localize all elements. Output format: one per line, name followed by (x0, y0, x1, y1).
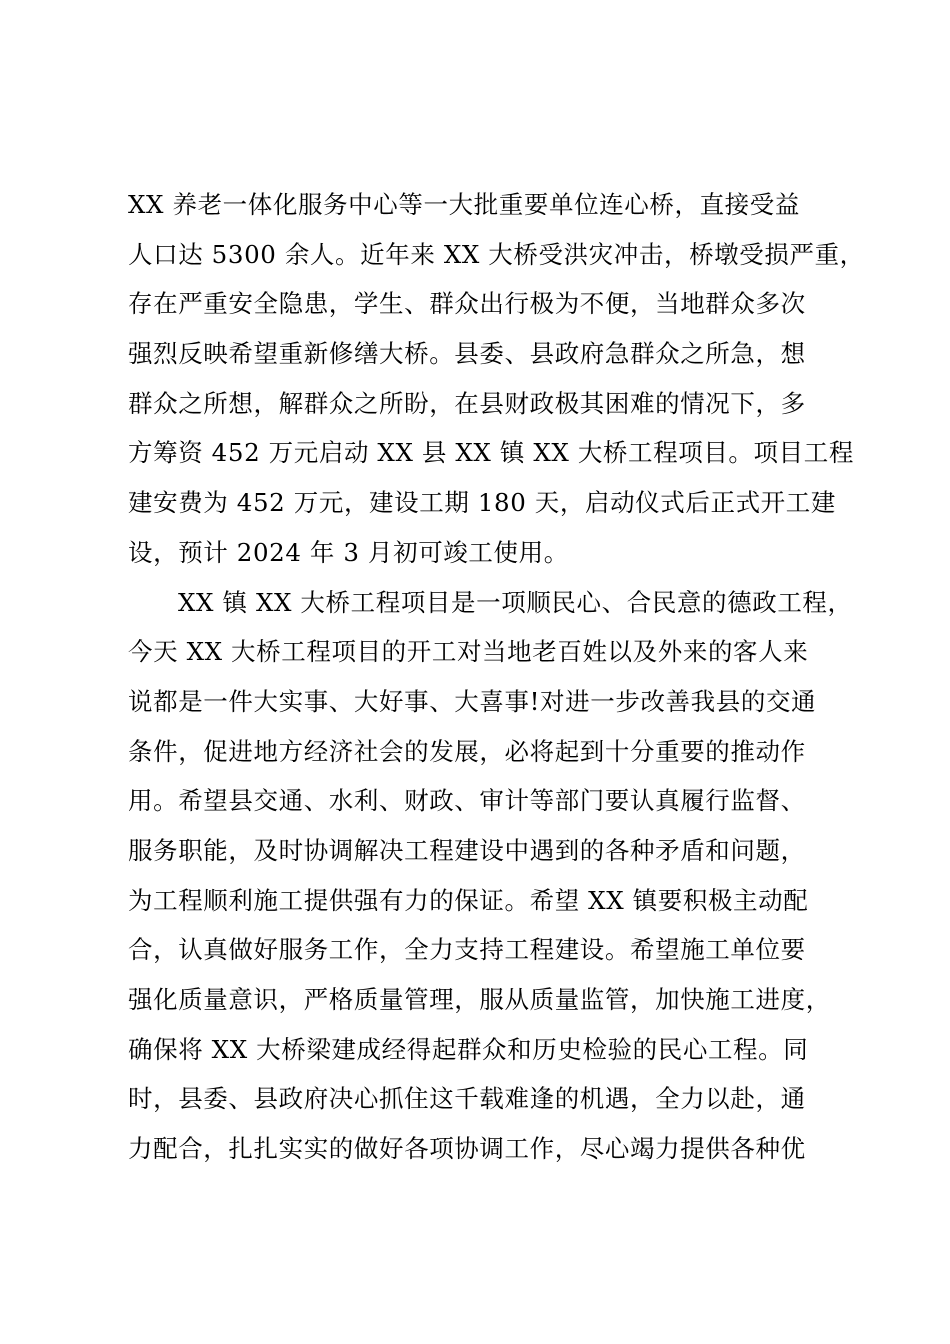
text-line: 服务职能，及时协调解决工程建设中遇到的各种矛盾和问题， (128, 835, 806, 865)
text-line: XX 养老一体化服务中心等一大批重要单位连心桥，直接受益 (128, 190, 800, 219)
body-text (128, 180, 865, 1174)
text-line: 确保将 XX 大桥梁建成经得起群众和历史检验的民心工程。同 (128, 1034, 809, 1064)
text-line: 条件，促进地方经济社会的发展，必将起到十分重要的推动作 (128, 736, 806, 766)
text-line: 时，县委、县政府决心抓住这千载难逢的机遇，全力以赴，通 (128, 1084, 806, 1114)
text-line: 今天 XX 大桥工程项目的开工对当地老百姓以及外来的客人来 (128, 637, 809, 667)
paragraph-start-line: XX 镇 XX 大桥工程项目是一项顺民心、合民意的德政工程， (178, 587, 853, 617)
text-line: 群众之所想，解群众之所盼，在县财政极其困难的情况下，多 (128, 388, 806, 418)
text-line: 用。希望县交通、水利、财政、审计等部门要认真履行监督、 (128, 786, 806, 816)
text-line: 人口达 5300 余人。近年来 XX 大桥受洪灾冲击，桥墩受损严重， (128, 239, 865, 269)
text-line: 方筹资 452 万元启动 XX 县 XX 镇 XX 大桥工程项目。项目工程 (128, 438, 854, 468)
text-line: 合，认真做好服务工作，全力支持工程建设。希望施工单位要 (128, 935, 806, 965)
text-line: 建安费为 452 万元，建设工期 180 天，启动仪式后正式开工建 (128, 488, 836, 518)
text-line: 为工程顺利施工提供强有力的保证。希望 XX 镇要积极主动配 (128, 885, 809, 915)
text-line: 设，预计 2024 年 3 月初可竣工使用。 (128, 537, 569, 567)
text-line: 强烈反映希望重新修缮大桥。县委、县政府急群众之所急，想 (128, 339, 806, 369)
text-line: 存在严重安全隐患，学生、群众出行极为不便，当地群众多次 (128, 289, 806, 319)
text-line: 力配合，扎扎实实的做好各项协调工作，尽心竭力提供各种优 (128, 1134, 806, 1164)
text-line: 说都是一件大实事、大好事、大喜事!对进一步改善我县的交通 (128, 686, 817, 716)
text-line: 强化质量意识，严格质量管理，服从质量监管，加快施工进度， (128, 985, 831, 1014)
